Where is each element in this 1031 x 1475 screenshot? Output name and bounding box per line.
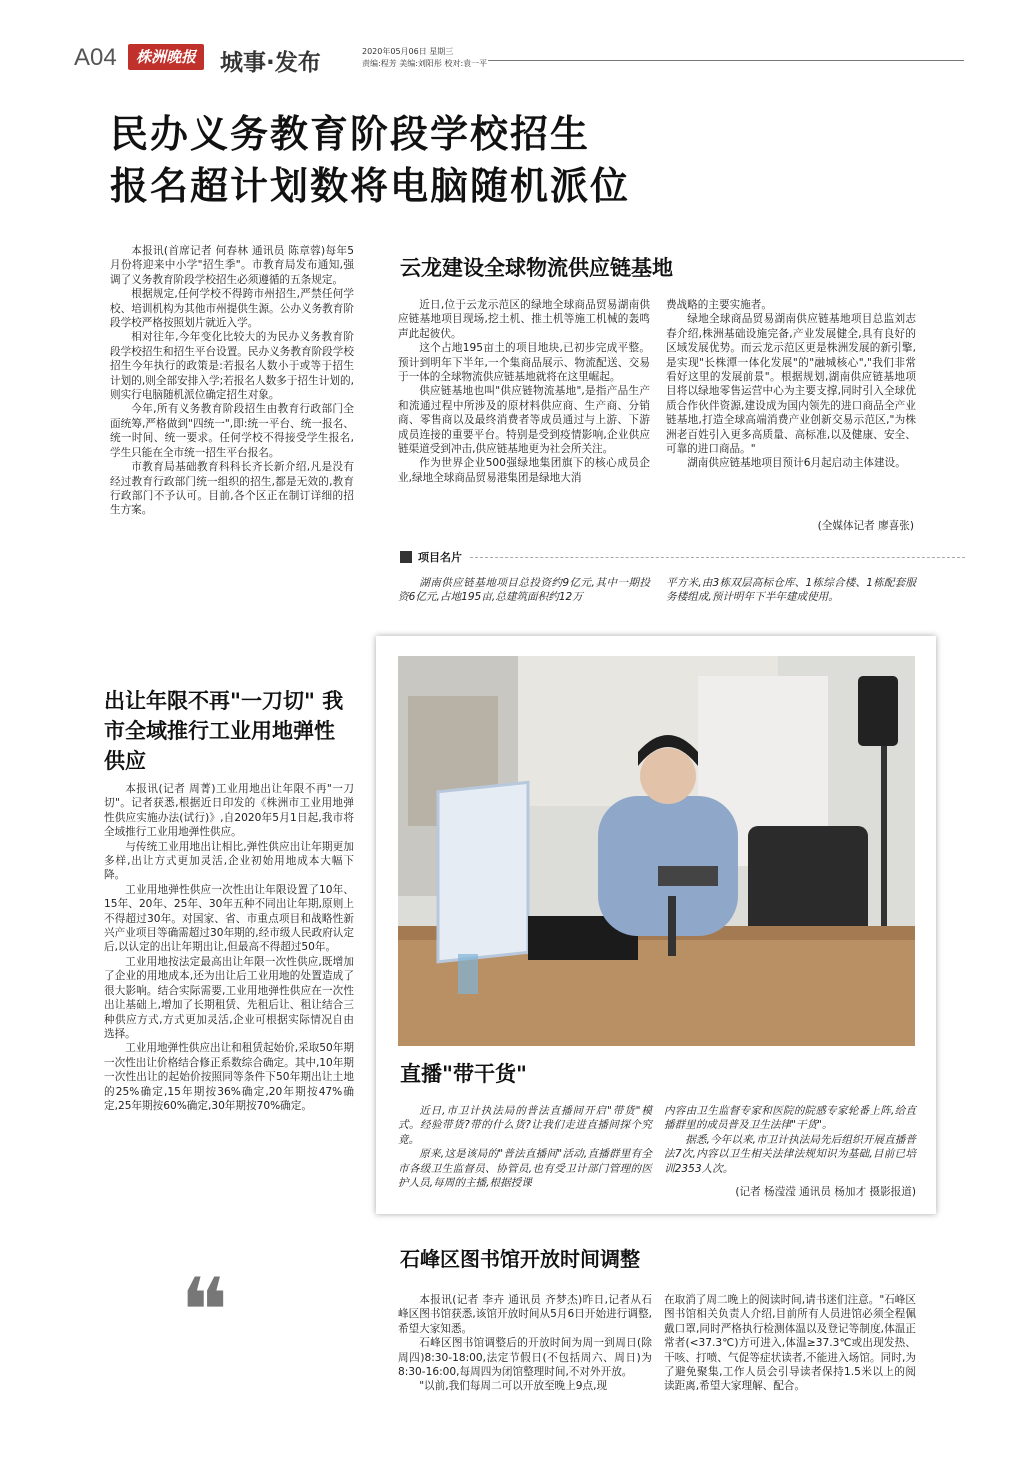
header-rule xyxy=(488,60,964,61)
article-livestream-col1 xyxy=(398,1104,652,1190)
paragraph: 本报讯(记者 李卉 通讯员 齐梦杰)昨日,记者从石峰区图书馆获悉,该馆开放时间从5月6日开始进行调整,希望大家知悉。 xyxy=(398,1294,652,1335)
paragraph: 供应链基地也叫"供应链物流基地",是指产品生产和流通过程中所涉及的原材料供应商、生产商、分销商、零售商以及最终消费者等成员通过与上游、下游成员连接的重要平台。特别是受到疫情影响,企业供应链渠道受到冲击,供应链基地更为社会所关注。 xyxy=(398,385,650,456)
article-library-col1 xyxy=(398,1293,652,1394)
paragraph: 市教育局基础教育科科长齐长新介绍,凡是没有经过教育行政部门统一组织的招生,都是无效的,教育行政部门不予认可。目前,各个区正在制订详细的招生方案。 xyxy=(110,461,354,517)
paragraph: 工业用地弹性供应一次性出让年限设置了10年、15年、20年、25年、30年五种不同出让年期,原则上不得超过30年。对国家、省、市重点项目和战略性新兴产业项目等确需超过30年期的,经市级人民政府认定后,以认定的出让年期出让,但最高不得超过50年。 xyxy=(104,883,354,954)
project-card-col1 xyxy=(398,576,650,605)
article-livestream-credit: (记者 杨滢滢 通讯员 杨加才 摄影报道) xyxy=(735,1186,916,1198)
paragraph: 石峰区图书馆调整后的开放时间为周一到周日(除周四)8:30-18:00,法定节假日(不包括周六、周日)为8:30-16:00,每周四为闭馆整理时间,不对外开放。 xyxy=(398,1337,652,1379)
main-headline xyxy=(110,108,830,212)
article-logistics-col2 xyxy=(666,298,916,471)
paragraph: 平方米,由3栋双层高标仓库、1栋综合楼、1栋配套服务楼组成,预计明年下半年建成使用。 xyxy=(666,577,916,604)
paragraph: 内容由卫生监督专家和医院的院感专家轮番上阵,给直播群里的成员普及卫生法律"干货"。 xyxy=(664,1105,916,1132)
issue-date: 2020年05月06日 星期三 xyxy=(362,47,454,56)
article-landuse-title: 出让年限不再"一刀切" 我市全域推行工业用地弹性供应 xyxy=(104,688,344,773)
paragraph: 费战略的主要实施者。 xyxy=(666,299,772,311)
paragraph: 相对往年,今年变化比较大的为民办义务教育阶段学校招生和招生平台设置。民办义务教育阶段学校招生今年执行的政策是:若报名人数小于或等于招生计划的,则全部安排入学;若报名人数多于招生计划的,则实行电脑随机派位确定招生对象。 xyxy=(110,331,354,402)
article-landuse-body xyxy=(104,782,354,1113)
paragraph: "以前,我们每周二可以开放至晚上9点,现 xyxy=(419,1380,608,1393)
issue-staff: 责编:程芳 美编:刘阳彤 校对:袁一平 xyxy=(362,59,488,68)
section-title: 城事·发布 xyxy=(220,50,321,76)
paragraph: 本报讯(记者 周菁)工业用地出让年限不再"一刀切"。记者获悉,根据近日印发的《株洲市工业用地弹性供应实施办法(试行)》,自2020年5月1日起,我市将全域推行工业用地弹性供应。 xyxy=(104,783,354,839)
paragraph: 本报讯(首席记者 何春林 通讯员 陈章蓉)每年5月份将迎来中小学"招生季"。市教育局发布通知,强调了义务教育阶段学校招生必须遵循的五条规定。 xyxy=(110,245,354,286)
quote-mark-icon: ❝ xyxy=(180,1259,229,1364)
paragraph: 工业用地按法定最高出让年限一次性供应,既增加了企业的用地成本,还为出让后工业用地的处置造成了很大影响。结合实际需要,工业用地弹性供应在一次性出让基础上,增加了长期租赁、先租后让、租让结合三种供应方式,方式更加灵活,企业可根据实际情况自由选择。 xyxy=(104,955,354,1040)
paragraph: 近日,位于云龙示范区的绿地全球商品贸易湖南供应链基地项目现场,挖土机、推土机等施工机械的轰鸣声此起彼伏。 xyxy=(398,299,650,340)
paragraph: 作为世界企业500强绿地集团旗下的核心成员企业,绿地全球商品贸易港集团是绿地大消 xyxy=(398,457,650,484)
paragraph: 原来,这是该局的"普法直播间"活动,直播群里有全市各级卫生监督员、协管员,也有受卫计部门管理的医护人员,每周的主播,根据授课 xyxy=(398,1148,652,1190)
paragraph: 湖南供应链基地项目预计6月起启动主体建设。 xyxy=(687,457,906,470)
page-number: A04 xyxy=(74,44,117,71)
paragraph: 根据规定,任何学校不得跨市州招生,严禁任何学校、培训机构为其他市州提供生源。公办义务教育阶段学校严格按照划片就近入学。 xyxy=(110,288,354,330)
paragraph: 与传统工业用地出让相比,弹性供应出让年期更加多样,出让方式更加灵活,企业初始用地成本大幅下降。 xyxy=(104,840,354,882)
article-livestream-col2 xyxy=(664,1104,916,1176)
project-card-col2 xyxy=(666,576,916,605)
paragraph: 绿地全球商品贸易湖南供应链基地项目总监刘志春介绍,株洲基础设施完备,产业发展健全,具有良好的区域发展优势。而云龙示范区更是株洲发展的新引擎,是实现"长株潭一体化发展"的"融城核心","我们非常看好这里的发展前景"。根据规划,湖南供应链基地项目将以绿地零售运营中心为主要支撑,同时引入全球优质合作伙伴资源,建设成为国内领先的进口商品全产业链基地,打造全球高端消费产业创新交易示范区,"为株洲老百姓引入更多高质量、高标准,以及健康、安全、可靠的进口商品。" xyxy=(666,313,916,456)
paragraph: 湖南供应链基地项目总投资约9亿元,其中一期投资6亿元,占地195亩,总建筑面积约12万 xyxy=(398,577,650,604)
paragraph: 今年,所有义务教育阶段招生由教育行政部门全面统筹,严格做到"四统一",即:统一平台、统一报名、统一时间、统一要求。任何学校不得接受学生报名,学生只能在全市统一招生平台报名。 xyxy=(110,403,354,459)
article-livestream-title: 直播"带干货" xyxy=(400,1061,527,1086)
headline-line-2: 报名超计划数将电脑随机派位 xyxy=(110,164,631,208)
paragraph: 这个占地195亩土的项目地块,已初步完成平整。预计到明年下半年,一个集商品展示、物流配送、交易于一体的全球物流供应链基地就将在这里崛起。 xyxy=(398,342,650,384)
paragraph: 在取消了周二晚上的阅读时间,请书迷们注意。"石峰区图书馆相关负责人介绍,目前所有人员进馆必须全程佩戴口罩,同时严格执行检测体温以及登记等制度,体温正常者(<37.3℃)方可进入,体温≥37.3℃或出现发热、干咳、打喷、气促等症状读者,不能进入场馆。同时,为了避免聚集,工作人员会引导读者保持1.5米以上的阅读距离,希望大家理解、配合。 xyxy=(664,1294,916,1393)
article-library-title: 石峰区图书馆开放时间调整 xyxy=(400,1247,640,1271)
article-enrollment-body xyxy=(110,244,354,518)
arrow-icon xyxy=(400,551,412,563)
paragraph: 近日,市卫计执法局的普法直播间开启"带货"模式。经验带货?带的什么货?让我们走进直播间探个究竟。 xyxy=(398,1105,652,1146)
project-card-tag xyxy=(400,548,462,566)
project-card-rule xyxy=(470,557,965,558)
article-library-col2 xyxy=(664,1293,916,1394)
paragraph: 据悉,今年以来,市卫计执法局先后组织开展直播普法7次,内容以卫生相关法律法规知识为基础,目前已培训2353人次。 xyxy=(664,1133,916,1175)
newspaper-logo: 株洲晚报 xyxy=(128,44,204,70)
article-logistics-col1 xyxy=(398,298,650,485)
project-card-label: 项目名片 xyxy=(418,551,462,564)
livestream-photo xyxy=(398,656,915,1046)
issue-meta xyxy=(362,46,487,70)
article-logistics-credit: (全媒体记者 廖喜张) xyxy=(817,520,914,532)
article-logistics-title: 云龙建设全球物流供应链基地 xyxy=(400,255,673,280)
paragraph: 工业用地弹性供应出让和租赁起始价,采取50年期一次性出让价格结合修正系数综合确定。其中,10年期一次性出让的起始价按照同等条件下50年期出让土地的25%确定,15年期按36%确定,20年期按47%确定,25年期按60%确定,30年期按70%确定。 xyxy=(104,1042,354,1112)
headline-line-1: 民办义务教育阶段学校招生 xyxy=(110,112,591,156)
